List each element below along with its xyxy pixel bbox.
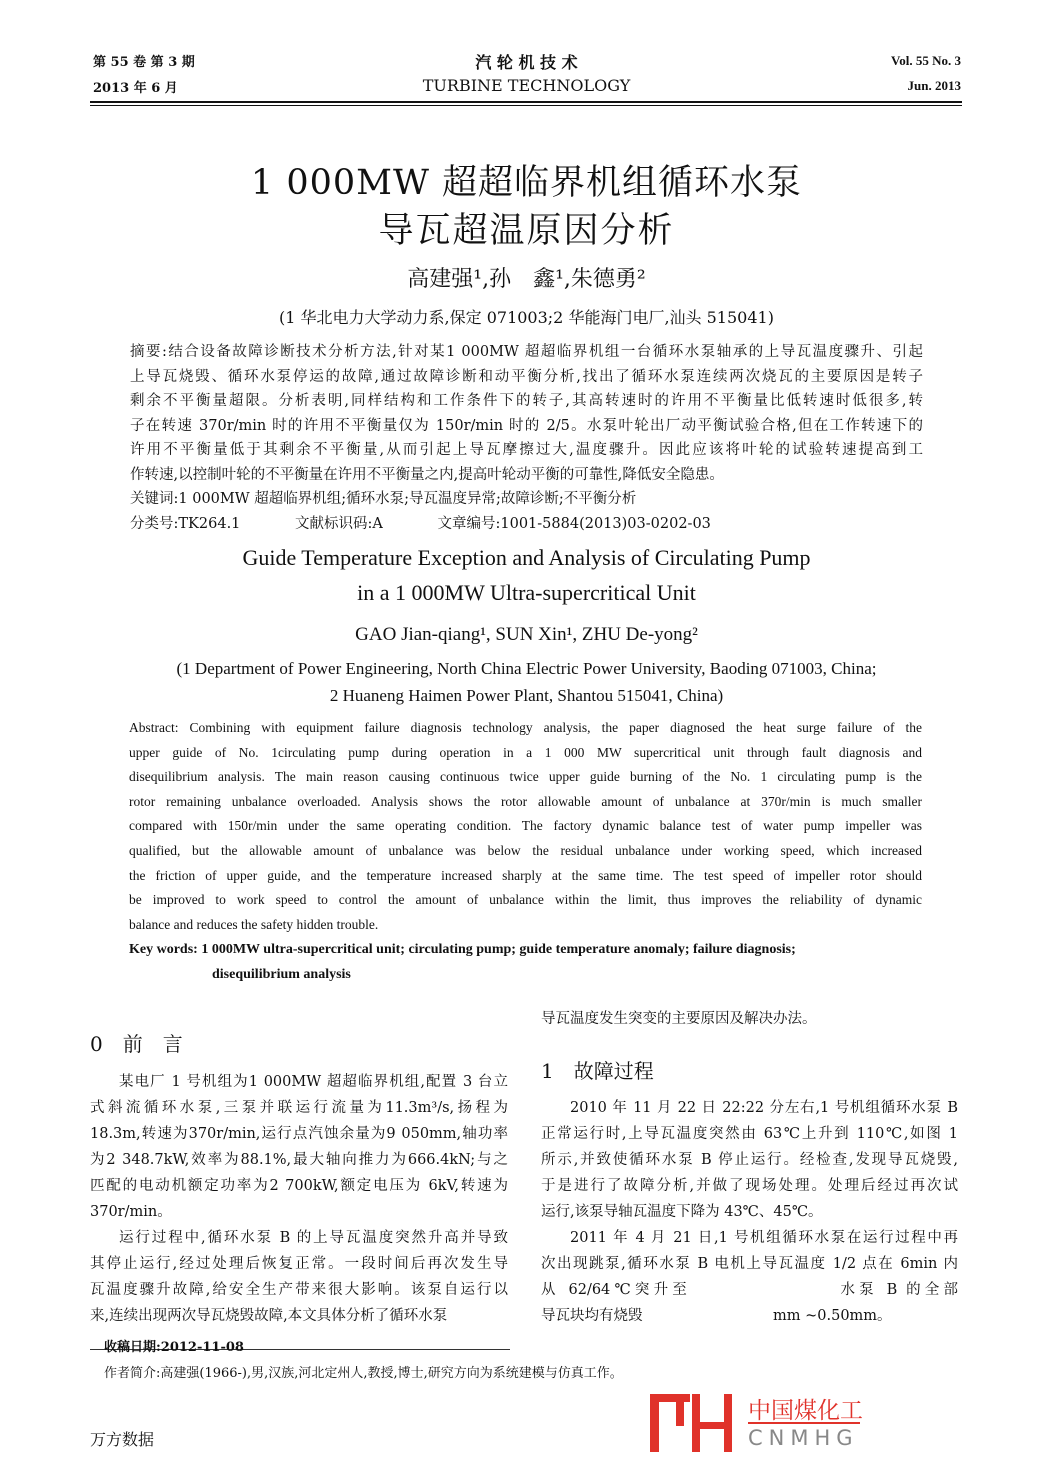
text-line: rotor remaining unbalance overloaded. Analysis shows the rotor allowable amount of unbalance at 370r/min is much smaller [129,793,922,809]
text-line: 来,连续出现两次导瓦烧毁故障,本文具体分析了循环水泵 [90,1308,448,1324]
text-line: 某电厂 1 号机组为1 000MW 超超临界机组,配置 3 台立 [119,1074,508,1090]
text-line: 关键词:1 000MW 超超临界机组;循环水泵;导瓦温度异常;故障诊断;不平衡分析 [130,491,637,507]
text-line: upper guide of No. 1circulating pump during operation in a 1 000 MW supercritical unit through fault diagnosis and [129,744,922,760]
authors-cn: 高建强¹,孙 鑫¹,朱德勇² [407,267,646,292]
text-line: the friction of upper guide, and the temperature increased sharply at the same time. The test speed of impeller rotor should [129,867,922,883]
text-line: 370r/min。 [90,1204,172,1220]
text-line: 所示,并致使循环水泵 B 停止运行。经检查,发现导瓦烧毁, [541,1152,958,1168]
authors-en: GAO Jian-qiang¹, SUN Xin¹, ZHU De-yong² [355,624,698,645]
text-line: be improved to work speed to control the amount of unbalance within the limit, thus improves the reliability of dynamic [129,892,922,908]
keywords-en-line2: disequilibrium analysis [212,966,351,982]
text-line: 子在转速 370r/min 时的许用不平衡量仅为 150r/min 时的 2/5。水泵叶轮出厂动平衡试验合格,但在工作转速下的 [130,417,923,434]
watermark-text-en: CNMHG [748,1426,859,1450]
text-line: 正常运行时,上导瓦温度突然由 63℃上升到 110℃,如图 1 [541,1126,958,1142]
text-line: compared with 150r/min under the same operating condition. The factory dynamic balance test of water pump impeller was [129,818,922,834]
affiliation-en-line2: 2 Huaneng Haimen Power Plant, Shantou 515041, China) [329,686,724,705]
abstract-cn [130,340,923,512]
text-line: 于是进行了故障分析,并做了现场处理。处理后经过再次试 [541,1178,958,1194]
text-line: 许用不平衡量低于其剩余不平衡量,从而引起上导瓦摩擦过大,温度骤升。因此应该将叶轮的试验转速提高到工 [130,442,923,458]
author-bio: 作者简介:高建强(1966-),男,汉族,河北定州人,教授,博士,研究方向为系统建模与仿真工作。 [104,1366,623,1381]
received-date: 收稿日期:2012-11-08 [104,1340,244,1355]
right-column-intro: 导瓦温度发生突变的主要原因及解决办法。 [541,1011,817,1027]
text-line: balance and reduces the safety hidden trouble. [129,916,379,932]
text-line: 2011 年 4 月 21 日,1 号机组循环水泵在运行过程中再 [570,1230,958,1246]
document-code: 文献标识码:A [295,516,383,532]
text-line: 次出现跳泵,循环水泵 B 电机上导瓦温度 1/2 点在 6min 内 [541,1256,958,1272]
title-en-line1: Guide Temperature Exception and Analysis of Circulating Pump [242,545,811,570]
text-line: disequilibrium analysis. The main reason causing continuous twice upper guide burning of the No. 1 circulating pump is the [129,769,922,785]
header-rule [90,101,962,103]
journal-name-en: TURBINE TECHNOLOGY [422,76,631,95]
text-line: 导瓦块均有烧毁 mm ~0.50mm。 [541,1308,892,1324]
journal-name-cn: 汽 轮 机 技 术 [475,53,578,72]
text-line: 匹配的电动机额定功率为2 700kW,额定电压为 6kV,转速为 [90,1178,508,1194]
title-cn-line2: 导瓦超温原因分析 [378,211,675,251]
class-number: 分类号:TK264.1 [130,516,241,532]
affiliation-en-line1: (1 Department of Power Engineering, North China Electric Power University, Baoding 071003, China; [176,659,877,678]
watermark-text-cn: 中国煤化工 [748,1398,863,1424]
article-number: 文章编号:1001-5884(2013)03-0202-03 [437,516,711,532]
title-en-line2: in a 1 000MW Ultra-supercritical Unit [357,580,696,605]
text-line: 式斜流循环水泵,三泵并联运行流量为11.3m³/s,扬程为 [90,1100,508,1116]
text-line: 作转速,以控制叶轮的不平衡量在许用不平衡量之内,提高叶轮动平衡的可靠性,降低安全隐患。 [130,466,724,483]
watermark-logo [648,1392,966,1454]
text-line: 从 62/64℃突升至 水泵 B 的全部 [541,1282,958,1298]
section-0-heading: 0 前 言 [90,1032,183,1056]
issue-volume: 第 55 卷 第 3 期 [93,55,195,70]
text-line: 运行过程中,循环水泵 B 的上导瓦温度突然升高并导致 [119,1230,508,1246]
text-line: 剩余不平衡量超限。分析表明,同样结构和工作条件下的转子,其高转速时的许用不平衡量比低转速时低很多,转 [130,393,923,409]
text-line: 瓦温度骤升故障,给安全生产带来很大影响。该泵自运行以 [90,1282,508,1298]
issue-date: 2013 年 6 月 [93,81,178,96]
section-1-heading: 1 故障过程 [541,1059,654,1083]
text-line: Abstract: Combining with equipment failure diagnosis technology analysis, the paper diagnosed the heat surge failure of the [129,720,922,735]
watermark-mh-icon [648,1392,748,1454]
affiliation-cn: (1 华北电力大学动力系,保定 071003;2 华能海门电厂,汕头 515041) [279,308,774,327]
text-line: 18.3m,转速为370r/min,运行点汽蚀余量为9 050mm,轴功率 [90,1126,508,1142]
abstract-en [129,716,922,937]
watermark-rule [748,1422,860,1424]
title-cn-line1: 1 000MW 超超临界机组循环水泵 [250,163,803,203]
section-0-body [90,1069,508,1329]
text-line: 摘要:结合设备故障诊断技术分析方法,针对某1 000MW 超超临界机组一台循环水泵轴承的上导瓦温度骤升、引起 [130,344,923,360]
volume-en: Vol. 55 No. 3 [891,53,961,68]
text-line: 上导瓦烧毁、循环水泵停运的故障,通过故障诊断和动平衡分析,找出了循环水泵连续两次烧瓦的主要原因是转子 [130,368,923,385]
text-line: qualified, but the allowable amount of unbalance was below the residual unbalance under working speed, which increased [129,842,922,858]
date-en: Jun. 2013 [907,78,961,93]
section-1-body [541,1095,958,1329]
keywords-en [129,938,796,987]
footer-source: 万方数据 [90,1430,155,1449]
classification-row [130,512,711,533]
header-rule-thin [90,105,962,106]
text-line: 2010 年 11 月 22 日 22:22 分左右,1 号机组循环水泵 B [570,1100,958,1116]
keywords-en-line1: Key words: 1 000MW ultra-supercritical unit; circulating pump; guide temperature anomaly; failure diagnosis; [129,942,796,957]
text-line: 运行,该泵导轴瓦温度下降为 43℃、45℃。 [541,1204,823,1220]
text-line: 其停止运行,经过处理后恢复正常。一段时间后再次发生导 [90,1256,508,1272]
text-line: 为2 348.7kW,效率为88.1%,最大轴向推力为666.4kN;与之 [90,1152,508,1168]
